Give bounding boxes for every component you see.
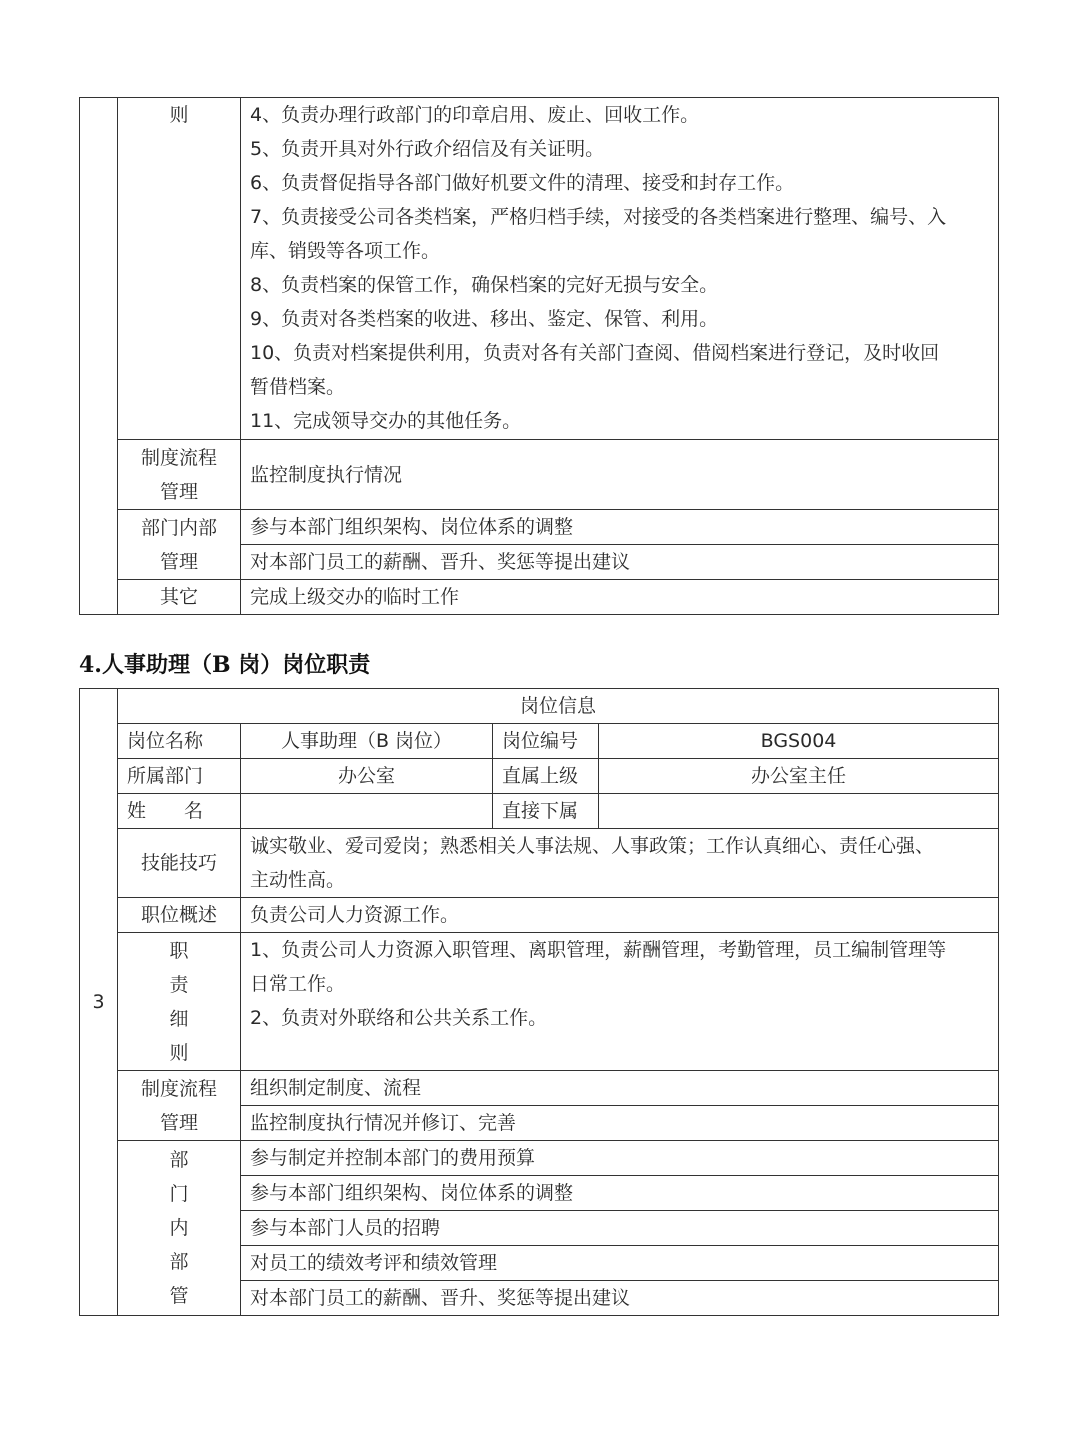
subordinate-label: 直接下属	[493, 794, 599, 829]
skills-label: 技能技巧	[118, 829, 241, 898]
skills-value: 诚实敬业、爱司爱岗；熟悉相关人事法规、人事政策；工作认真细心、责任心强、 主动性高。	[241, 829, 999, 898]
duty-line: 1、负责公司人力资源入职管理、离职管理，薪酬管理，考勤管理，员工编制管理等	[250, 939, 947, 961]
duty-line: 7、负责接受公司各类档案，严格归档手续，对接受的各类档案进行整理、编号、入	[250, 206, 947, 228]
duty-line: 11、完成领导交办的其他任务。	[250, 410, 522, 432]
position-code-value: BGS004	[599, 724, 999, 759]
hr-assistant-table	[79, 688, 999, 1316]
duty-line: 10、负责对档案提供利用，负责对各有关部门查阅、借阅档案进行登记，及时收回	[250, 342, 940, 364]
duty-details	[241, 933, 999, 1071]
duty-line: 库、销毁等各项工作。	[250, 240, 441, 262]
superior-label: 直属上级	[493, 759, 599, 794]
duty-label: 则	[118, 98, 241, 440]
dept-value: 参与本部门组织架构、岗位体系的调整	[241, 510, 999, 545]
process-value: 组织制定制度、流程	[241, 1071, 999, 1106]
overview-value: 负责公司人力资源工作。	[241, 898, 999, 933]
process-label: 制度流程 管理	[118, 440, 241, 510]
process-value: 监控制度执行情况并修订、完善	[241, 1106, 999, 1141]
dept-value: 对本部门员工的薪酬、晋升、奖惩等提出建议	[241, 1281, 999, 1316]
duty-line: 5、负责开具对外行政介绍信及有关证明。	[250, 138, 605, 160]
duty-line: 4、负责办理行政部门的印章启用、废止、回收工作。	[250, 104, 700, 126]
process-label: 制度流程 管理	[118, 1071, 241, 1141]
info-header: 岗位信息	[118, 689, 999, 724]
overview-label: 职位概述	[118, 898, 241, 933]
other-label: 其它	[118, 580, 241, 615]
row-number: 3	[80, 689, 118, 1316]
section-title: 4.人事助理（B 岗）岗位职责	[79, 652, 371, 678]
name-label: 姓 名	[118, 794, 241, 829]
duty-table-continued	[79, 97, 999, 615]
dept-value: 对本部门员工的薪酬、晋升、奖惩等提出建议	[241, 545, 999, 580]
position-name-label: 岗位名称	[118, 724, 241, 759]
process-value: 监控制度执行情况	[241, 440, 999, 510]
duty-line: 2、负责对外联络和公共关系工作。	[250, 1007, 548, 1029]
duty-line: 暂借档案。	[250, 376, 346, 398]
department-value: 办公室	[241, 759, 493, 794]
duty-line: 9、负责对各类档案的收进、移出、鉴定、保管、利用。	[250, 308, 719, 330]
name-value	[241, 794, 493, 829]
dept-value: 参与本部门组织架构、岗位体系的调整	[241, 1176, 999, 1211]
duty-line: 8、负责档案的保管工作，确保档案的完好无损与安全。	[250, 274, 719, 296]
dept-label: 部门内部 管理	[118, 510, 241, 580]
position-code-label: 岗位编号	[493, 724, 599, 759]
duty-line: 6、负责督促指导各部门做好机要文件的清理、接受和封存工作。	[250, 172, 795, 194]
dept-value: 对员工的绩效考评和绩效管理	[241, 1246, 999, 1281]
superior-value: 办公室主任	[599, 759, 999, 794]
dept-value: 参与制定并控制本部门的费用预算	[241, 1141, 999, 1176]
subordinate-value	[599, 794, 999, 829]
other-value: 完成上级交办的临时工作	[241, 580, 999, 615]
dept-value: 参与本部门人员的招聘	[241, 1211, 999, 1246]
duty-label-vertical: 职 责 细 则	[118, 933, 241, 1071]
number-cell	[80, 98, 118, 615]
department-label: 所属部门	[118, 759, 241, 794]
duty-line: 日常工作。	[250, 973, 346, 995]
position-name-value: 人事助理（B 岗位）	[241, 724, 493, 759]
duty-details	[241, 98, 999, 440]
dept-label-vertical: 部 门 内 部 管	[118, 1141, 241, 1316]
